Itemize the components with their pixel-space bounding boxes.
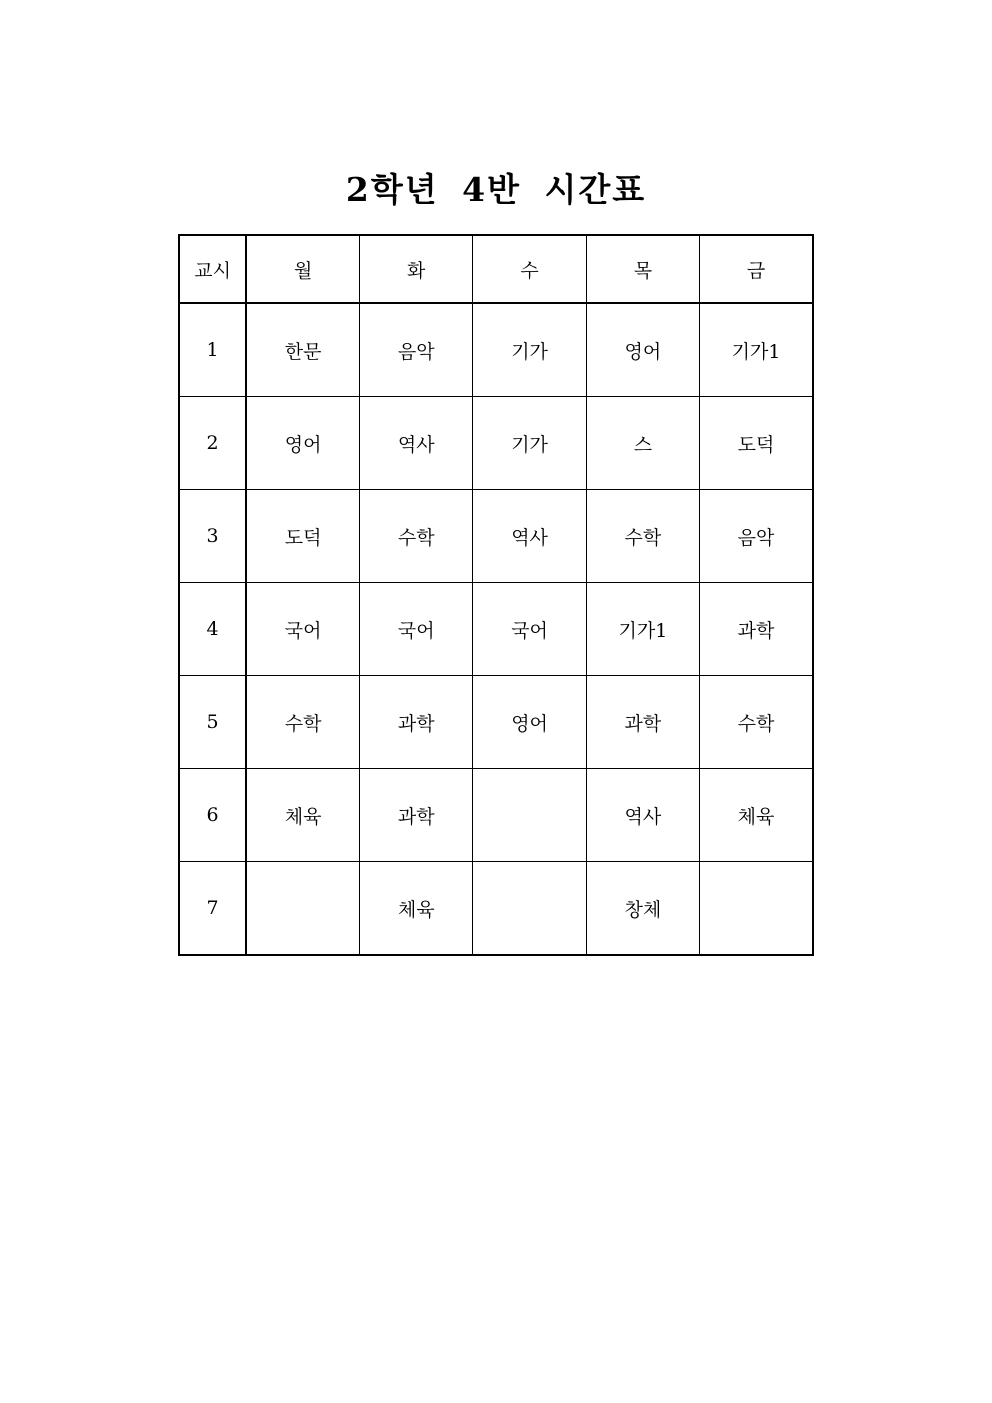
table-cell: 도덕 (700, 397, 813, 490)
table-cell: 국어 (246, 583, 359, 676)
timetable (178, 234, 814, 956)
table-cell: 수학 (700, 676, 813, 769)
table-row (179, 303, 813, 397)
header-period: 교시 (179, 235, 246, 303)
table-cell: 도덕 (246, 490, 359, 583)
table-cell: 기가1 (700, 303, 813, 397)
table-cell: 국어 (360, 583, 473, 676)
table-cell: 역사 (360, 397, 473, 490)
table-row (179, 490, 813, 583)
period-number: 4 (179, 583, 246, 676)
table-cell: 영어 (586, 303, 699, 397)
table-cell: 음악 (700, 490, 813, 583)
table-row (179, 862, 813, 956)
table-cell: 체육 (700, 769, 813, 862)
table-cell: 체육 (246, 769, 359, 862)
table-cell: 수학 (586, 490, 699, 583)
table-cell (246, 862, 359, 956)
table-row (179, 676, 813, 769)
table-cell: 수학 (360, 490, 473, 583)
header-day-thu: 목 (586, 235, 699, 303)
table-cell: 수학 (246, 676, 359, 769)
period-number: 5 (179, 676, 246, 769)
table-cell: 과학 (360, 769, 473, 862)
table-cell: 스 (586, 397, 699, 490)
table-cell: 음악 (360, 303, 473, 397)
table-cell: 기가1 (586, 583, 699, 676)
header-day-mon: 월 (246, 235, 359, 303)
page-title: 2학년 4반 시간표 (345, 170, 647, 209)
period-number: 6 (179, 769, 246, 862)
period-number: 3 (179, 490, 246, 583)
table-cell: 기가 (473, 303, 586, 397)
table-cell: 과학 (700, 583, 813, 676)
period-number: 7 (179, 862, 246, 956)
period-number: 2 (179, 397, 246, 490)
header-day-tue: 화 (360, 235, 473, 303)
table-cell: 기가 (473, 397, 586, 490)
table-cell: 국어 (473, 583, 586, 676)
header-day-fri: 금 (700, 235, 813, 303)
table-cell: 과학 (586, 676, 699, 769)
table-cell: 한문 (246, 303, 359, 397)
period-number: 1 (179, 303, 246, 397)
table-cell (700, 862, 813, 956)
table-cell: 영어 (473, 676, 586, 769)
table-cell: 과학 (360, 676, 473, 769)
table-cell: 체육 (360, 862, 473, 956)
table-cell: 역사 (586, 769, 699, 862)
table-cell: 창체 (586, 862, 699, 956)
table-cell: 역사 (473, 490, 586, 583)
table-row (179, 769, 813, 862)
header-day-wed: 수 (473, 235, 586, 303)
table-cell: 영어 (246, 397, 359, 490)
header-row (179, 235, 813, 303)
table-row (179, 397, 813, 490)
table-row (179, 583, 813, 676)
table-cell (473, 769, 586, 862)
table-cell (473, 862, 586, 956)
